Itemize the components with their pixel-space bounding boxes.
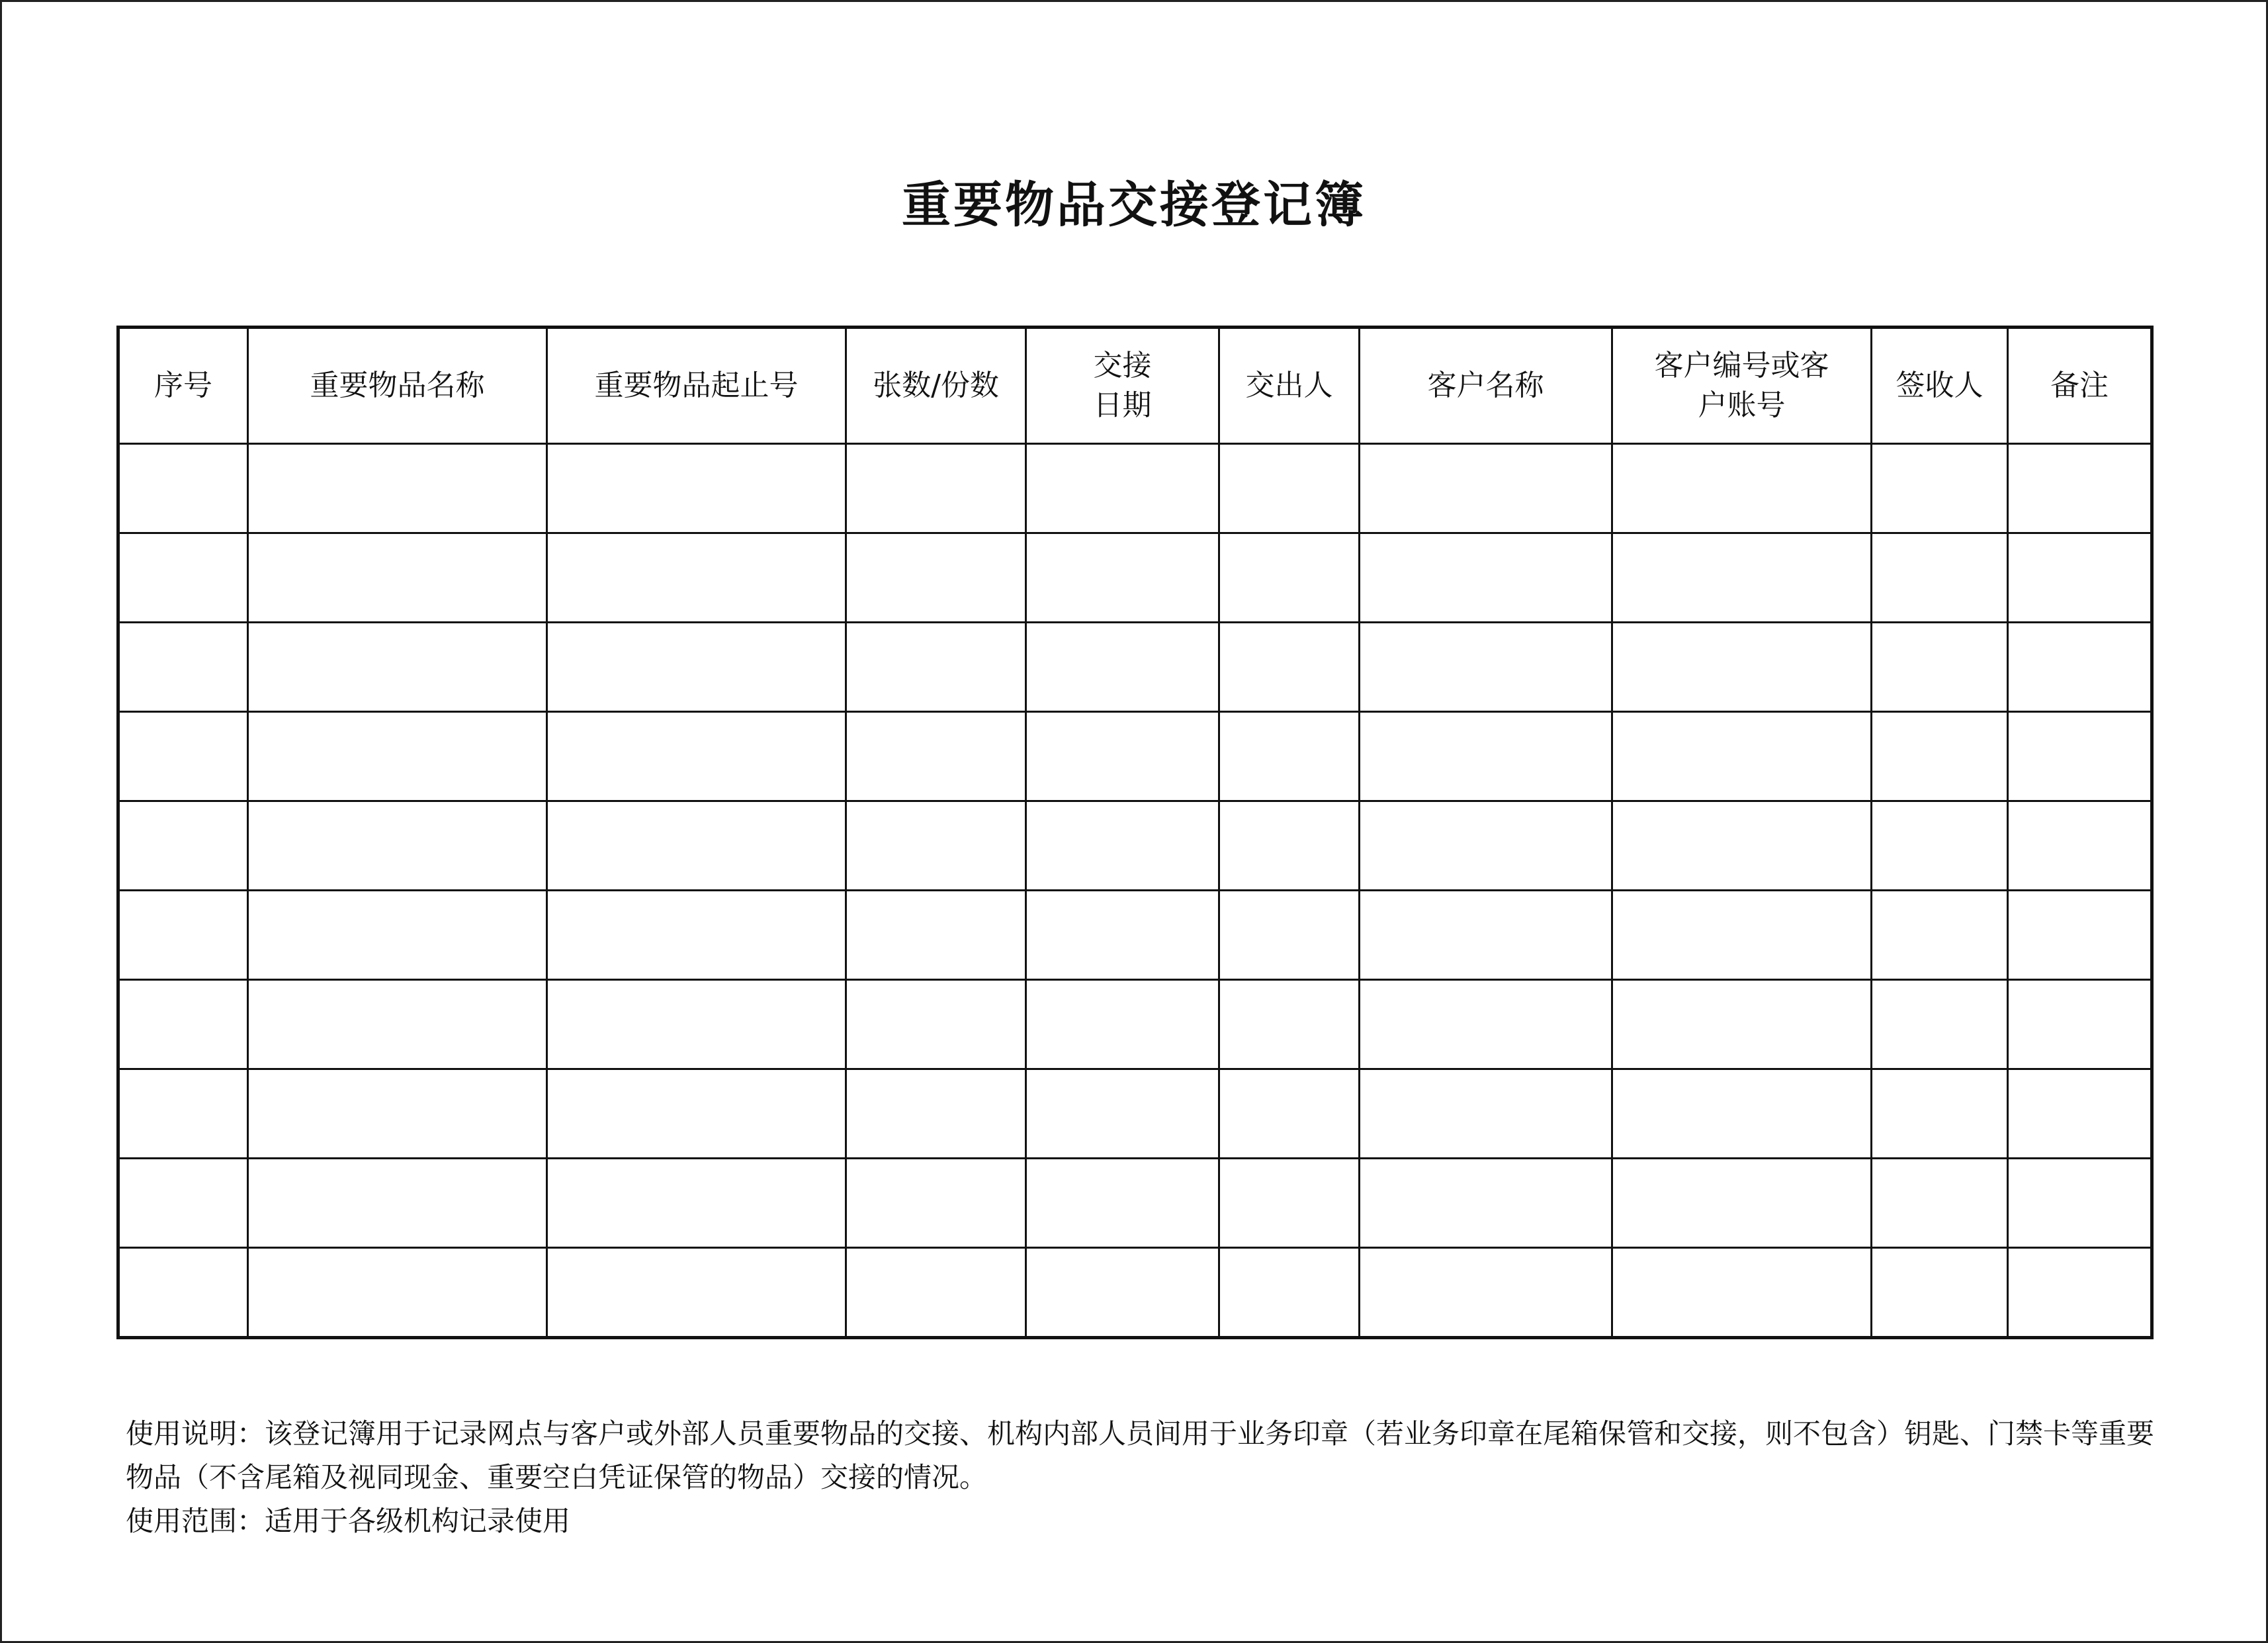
table-cell <box>248 444 547 533</box>
table-cell <box>547 1248 846 1338</box>
table-cell <box>248 712 547 801</box>
table-cell <box>1612 623 1872 712</box>
table-cell <box>2008 1248 2152 1338</box>
table-cell <box>1612 980 1872 1069</box>
table-row <box>118 712 2152 801</box>
column-header-sheet-count: 张数/份数 <box>846 328 1026 444</box>
table-cell <box>1872 891 2008 980</box>
table-cell <box>846 533 1026 623</box>
table-cell <box>547 1159 846 1248</box>
column-header-customer-account: 客户编号或客 户账号 <box>1612 328 1872 444</box>
table-cell <box>248 891 547 980</box>
table-row <box>118 980 2152 1069</box>
table-cell <box>1026 801 1219 891</box>
column-header-remarks: 备注 <box>2008 328 2152 444</box>
table-row <box>118 891 2152 980</box>
table-cell <box>547 533 846 623</box>
table-cell <box>118 1248 248 1338</box>
table-cell <box>1612 1069 1872 1159</box>
table-cell <box>2008 623 2152 712</box>
table-cell <box>1219 712 1360 801</box>
table-cell <box>1360 623 1612 712</box>
table-cell <box>2008 1069 2152 1159</box>
table-cell <box>2008 980 2152 1069</box>
table-cell <box>547 712 846 801</box>
table-cell <box>248 623 547 712</box>
table-cell <box>118 533 248 623</box>
table-cell <box>1612 444 1872 533</box>
table-cell <box>1872 533 2008 623</box>
table-cell <box>1872 801 2008 891</box>
table-cell <box>1219 980 1360 1069</box>
table-cell <box>1219 623 1360 712</box>
table-cell <box>1360 801 1612 891</box>
table-cell <box>1360 533 1612 623</box>
table-cell <box>846 980 1026 1069</box>
handover-ledger-table <box>116 326 2154 1339</box>
usage-scope: 使用范围：适用于各级机构记录使用 <box>126 1505 571 1537</box>
table-cell <box>248 533 547 623</box>
column-header-item-name: 重要物品名称 <box>248 328 547 444</box>
column-header-item-number-range: 重要物品起止号 <box>547 328 846 444</box>
table-cell <box>2008 891 2152 980</box>
table-cell <box>547 623 846 712</box>
table-row <box>118 1248 2152 1338</box>
table-cell <box>248 1069 547 1159</box>
table-cell <box>2008 444 2152 533</box>
table-cell <box>1360 1069 1612 1159</box>
column-header-customer-name: 客户名称 <box>1360 328 1612 444</box>
table-cell <box>846 1069 1026 1159</box>
table-cell <box>1219 891 1360 980</box>
table-cell <box>1872 712 2008 801</box>
table-cell <box>1219 444 1360 533</box>
table-cell <box>2008 1159 2152 1248</box>
table-cell <box>118 712 248 801</box>
table-cell <box>1872 1159 2008 1248</box>
table-cell <box>1026 1159 1219 1248</box>
table-cell <box>846 801 1026 891</box>
table-cell <box>1026 623 1219 712</box>
table-cell <box>2008 801 2152 891</box>
table-cell <box>1612 891 1872 980</box>
table-cell <box>118 1159 248 1248</box>
table-cell <box>1872 980 2008 1069</box>
table-cell <box>118 1069 248 1159</box>
table-row <box>118 1069 2152 1159</box>
table-cell <box>1612 1248 1872 1338</box>
ledger-body <box>118 444 2152 1338</box>
table-cell <box>1026 1069 1219 1159</box>
table-cell <box>1872 444 2008 533</box>
table-cell <box>1612 533 1872 623</box>
table-cell <box>118 623 248 712</box>
table-cell <box>547 444 846 533</box>
column-header-handover-date: 交接 日期 <box>1026 328 1219 444</box>
table-row <box>118 444 2152 533</box>
table-cell <box>846 444 1026 533</box>
table-cell <box>248 1159 547 1248</box>
table-cell <box>1360 891 1612 980</box>
table-row <box>118 533 2152 623</box>
column-header-received-by: 签收人 <box>1872 328 2008 444</box>
table-cell <box>1360 712 1612 801</box>
table-cell <box>1360 1159 1612 1248</box>
table-cell <box>1219 533 1360 623</box>
table-cell <box>1219 1248 1360 1338</box>
table-cell <box>1612 801 1872 891</box>
table-cell <box>1612 712 1872 801</box>
table-cell <box>1219 801 1360 891</box>
table-cell <box>1360 1248 1612 1338</box>
table-cell <box>248 1248 547 1338</box>
table-cell <box>1360 444 1612 533</box>
table-cell <box>547 980 846 1069</box>
table-cell <box>1026 533 1219 623</box>
table-cell <box>248 801 547 891</box>
column-header-handed-over-by: 交出人 <box>1219 328 1360 444</box>
table-cell <box>1612 1159 1872 1248</box>
table-cell <box>547 801 846 891</box>
table-cell <box>1219 1159 1360 1248</box>
table-cell <box>846 891 1026 980</box>
table-cell <box>846 1159 1026 1248</box>
table-cell <box>1872 1069 2008 1159</box>
column-header-serial-number: 序号 <box>118 328 248 444</box>
usage-description: 使用说明：该登记簿用于记录网点与客户或外部人员重要物品的交接、机构内部人员间用于业务印章（若业务印章在尾箱保管和交接，则不包含）钥匙、门禁卡等重要物品（不含尾箱及视同现金、重要空白凭证保管的物品）交接的情况。 <box>126 1417 2155 1493</box>
table-cell <box>1026 1248 1219 1338</box>
document-title: 重要物品交接登记簿 <box>902 177 1366 234</box>
table-cell <box>118 980 248 1069</box>
table-row <box>118 801 2152 891</box>
table-row <box>118 623 2152 712</box>
table-cell <box>1026 891 1219 980</box>
table-cell <box>248 980 547 1069</box>
table-cell <box>846 623 1026 712</box>
table-cell <box>1872 623 2008 712</box>
table-cell <box>547 1069 846 1159</box>
table-cell <box>846 712 1026 801</box>
table-cell <box>1872 1248 2008 1338</box>
table-cell <box>118 801 248 891</box>
table-cell <box>547 891 846 980</box>
table-cell <box>118 891 248 980</box>
table-cell <box>1219 1069 1360 1159</box>
table-cell <box>2008 712 2152 801</box>
table-cell <box>1026 980 1219 1069</box>
table-cell <box>1026 444 1219 533</box>
table-cell <box>1360 980 1612 1069</box>
table-cell <box>846 1248 1026 1338</box>
table-cell <box>1026 712 1219 801</box>
usage-notes <box>126 1412 2163 1543</box>
table-cell <box>2008 533 2152 623</box>
table-cell <box>118 444 248 533</box>
table-row <box>118 1159 2152 1248</box>
table-header-row <box>118 328 2152 444</box>
